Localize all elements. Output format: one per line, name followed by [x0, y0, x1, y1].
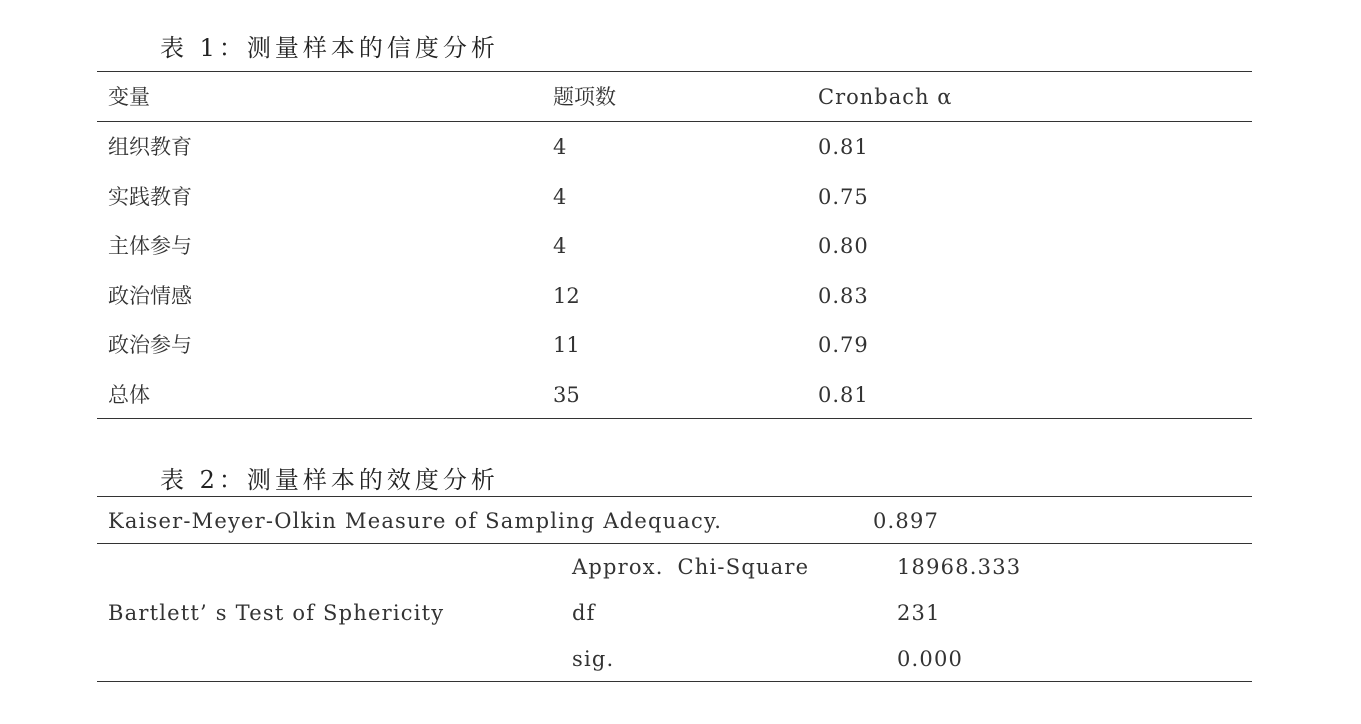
table2-bartlett-label: Bartlett’ s Test of Sphericity — [108, 601, 445, 625]
table1-cell-variable: 政治情感 — [108, 284, 192, 308]
table1-cell-variable: 政治参与 — [108, 333, 192, 357]
table1-cell-variable: 组织教育 — [108, 135, 192, 159]
table1-cell-variable: 主体参与 — [108, 234, 192, 258]
table2-stat-name: sig. — [572, 647, 615, 671]
table2-mid-rule — [97, 543, 1252, 544]
table2-stat-value: 231 — [897, 601, 941, 625]
table2-stat-name: Approx. Chi-Square — [572, 555, 810, 579]
table1-cell-item-count: 4 — [553, 135, 567, 159]
table1-cell-variable: 实践教育 — [108, 185, 192, 209]
table1-cell-alpha: 0.81 — [818, 135, 869, 159]
table1-header-cronbach-alpha: Cronbach α — [818, 85, 953, 109]
table1-cell-item-count: 12 — [553, 284, 580, 308]
table1-cell-alpha: 0.80 — [818, 234, 869, 258]
table1-cell-item-count: 4 — [553, 185, 567, 209]
table2-bottom-rule — [97, 681, 1252, 682]
table1-cell-item-count: 11 — [553, 333, 580, 357]
table1-header-item-count: 题项数 — [553, 85, 616, 109]
table1-cell-variable: 总体 — [108, 383, 150, 407]
table2-stat-name: df — [572, 601, 596, 625]
table1-cell-alpha: 0.83 — [818, 284, 869, 308]
table1-cell-alpha: 0.81 — [818, 383, 869, 407]
table2-stat-value: 0.000 — [897, 647, 964, 671]
table2-top-rule — [97, 496, 1252, 497]
table2-kmo-value: 0.897 — [873, 509, 940, 533]
table2-kmo-label: Kaiser-Meyer-Olkin Measure of Sampling Adequacy. — [108, 509, 723, 533]
table2-stat-value: 18968.333 — [897, 555, 1022, 579]
table1-header-variable: 变量 — [108, 85, 150, 109]
table1-header-rule — [97, 121, 1252, 122]
table2-caption: 表 2：测量样本的效度分析 — [160, 466, 499, 494]
table1-caption: 表 1：测量样本的信度分析 — [160, 34, 499, 62]
table1-top-rule — [97, 71, 1252, 72]
table1-cell-alpha: 0.75 — [818, 185, 869, 209]
table1-cell-alpha: 0.79 — [818, 333, 869, 357]
table1-cell-item-count: 35 — [553, 383, 580, 407]
table1-cell-item-count: 4 — [553, 234, 567, 258]
table1-bottom-rule — [97, 418, 1252, 419]
